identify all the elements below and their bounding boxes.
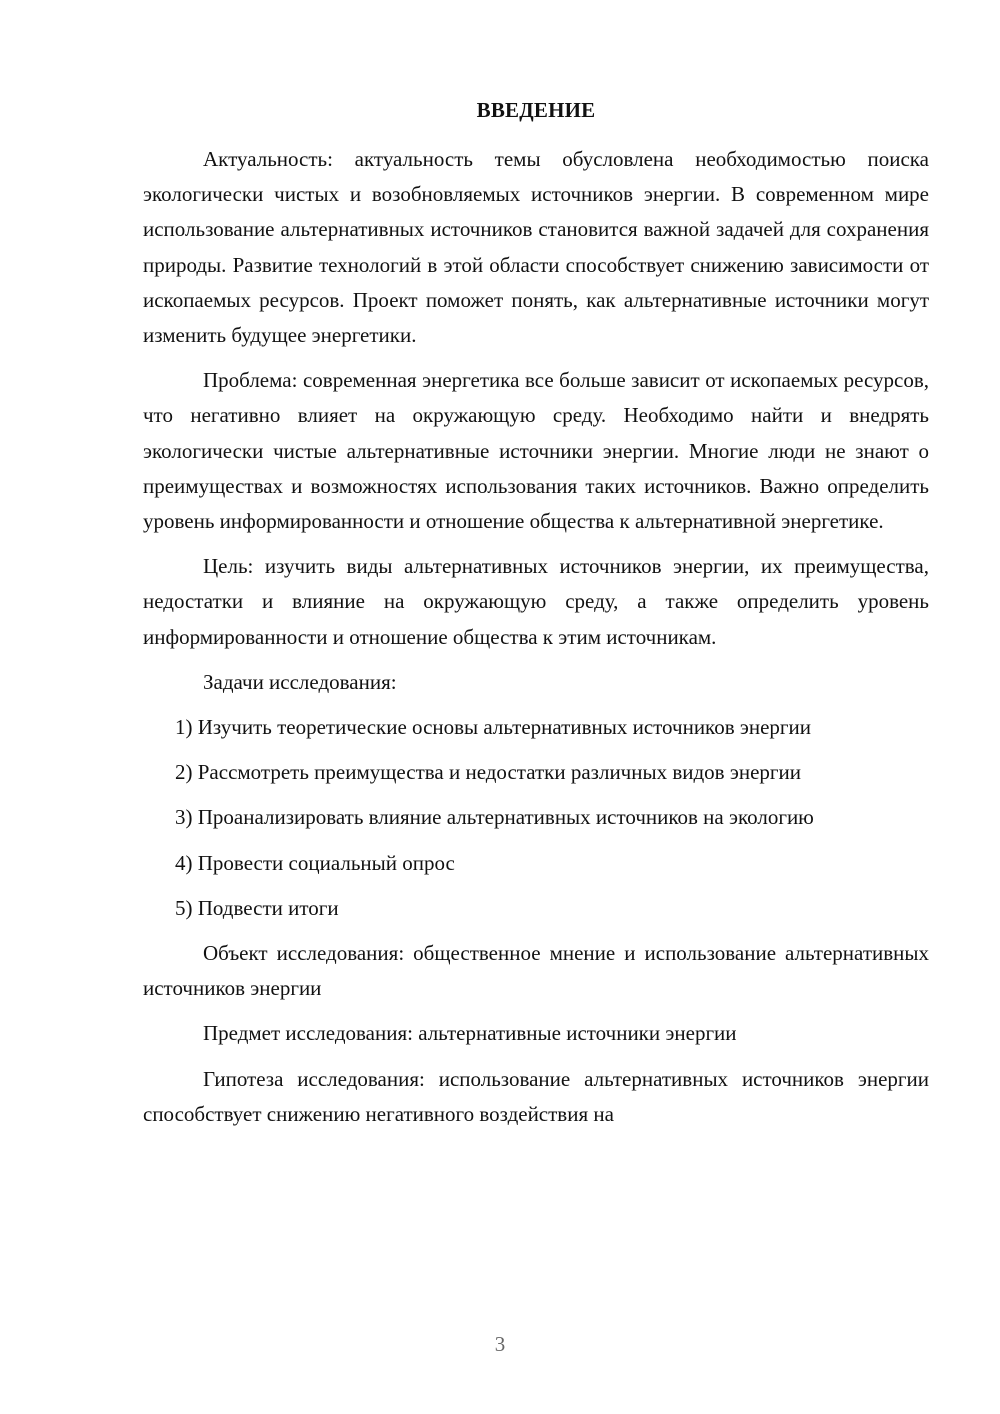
paragraph-problem: Проблема: современная энергетика все больше зависит от ископаемых ресурсов, что негативно влияет на окружающую среду. Необходимо найти и внедрять экологически чистые альтернативные источники энергии. Многие люди не знают о преимуществах и возможностях использования таких источников. Важно определить уровень информированности и отношение общества к альтернативной энергетике. xyxy=(143,368,929,534)
task-item: 3) Проанализировать влияние альтернативных источников на экологию xyxy=(175,805,814,830)
tasks-heading: Задачи исследования: xyxy=(203,669,397,694)
paragraph-subject: Предмет исследования: альтернативные источники энергии xyxy=(203,1021,737,1046)
paragraph-relevance: Актуальность: актуальность темы обусловлена необходимостью поиска экологически чистых и возобновляемых источников энергии. В современном мире использование альтернативных источников становится важной задачей для сохранения природы. Развитие технологий в этой области способствует снижению зависимости от ископаемых ресурсов. Проект поможет понять, как альтернативные источники могут изменить будущее энергетики. xyxy=(143,147,929,348)
section-title: ВВЕДЕНИЕ xyxy=(476,98,596,122)
task-item: 1) Изучить теоретические основы альтернативных источников энергии xyxy=(175,715,812,740)
task-item: 4) Провести социальный опрос xyxy=(175,850,455,875)
paragraph-goal: Цель: изучить виды альтернативных источников энергии, их преимущества, недостатки и влияние на окружающую среду, а также определить уровень информированности и отношение общества к этим источникам. xyxy=(143,554,929,649)
task-item: 2) Рассмотреть преимущества и недостатки различных видов энергии xyxy=(175,760,802,785)
task-item: 5) Подвести итоги xyxy=(175,895,339,920)
page-number: 3 xyxy=(494,1332,506,1356)
paragraph-hypothesis: Гипотеза исследования: использование альтернативных источников энергии способствует снижению негативного воздействия на xyxy=(143,1066,929,1126)
document-page xyxy=(143,92,929,1142)
paragraph-object: Объект исследования: общественное мнение и использование альтернативных источников энергии xyxy=(143,941,929,1001)
